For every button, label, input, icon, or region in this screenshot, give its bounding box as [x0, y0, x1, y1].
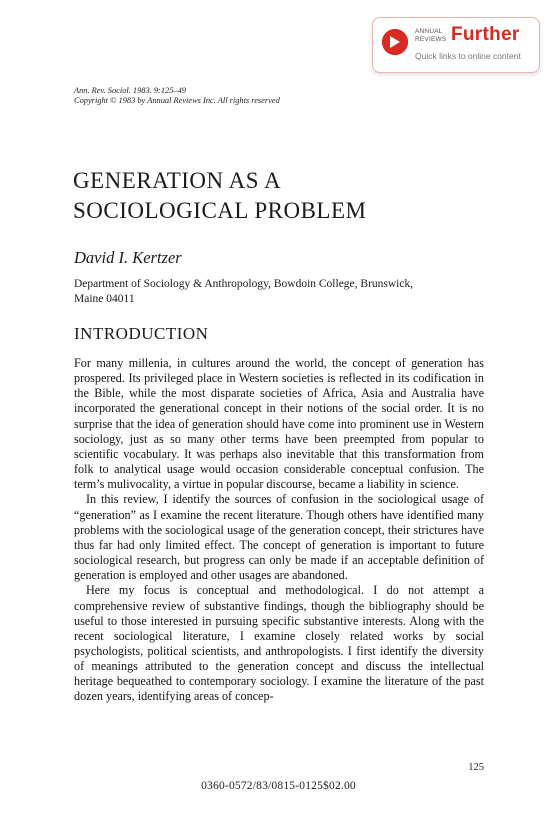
badge-brand-line2: REVIEWS — [415, 35, 447, 43]
badge-tagline: Quick links to online content — [415, 51, 521, 61]
article-code: 0360-0572/83/0815-0125$02.00 — [201, 780, 356, 792]
journal-info — [74, 86, 280, 106]
annual-reviews-logo-icon — [382, 29, 408, 55]
section-heading: INTRODUCTION — [74, 324, 209, 343]
article-author: David I. Kertzer — [74, 248, 182, 267]
title-line-2: SOCIOLOGICAL PROBLEM — [73, 198, 367, 223]
body-paragraph-2: In this review, I identify the sources of confusion in the sociological usage of “generation” as I examine the recent literature. Though others have identified many problems with the sociological usage of the generation concept, their strictures have thus far had only limited effect. The concept of generation is important to future sociological research, but progress can only be made if an acceptable definition of generation is employed and other usages are abandoned. — [74, 492, 484, 583]
page-number: 125 — [468, 762, 484, 773]
article-body — [74, 356, 484, 705]
author-affiliation — [74, 277, 494, 307]
body-paragraph-3: Here my focus is conceptual and methodological. I do not attempt a comprehensive review of substantive findings, though the bibliography should be useful to those interested in pursuing specific substantive interests. Along with the recent sociological literature, I examine closely related works by social psychologists, political scientists, and anthropologists. I first identify the diversity of meanings attributed to the generation concept and discuss the intellectual heritage bequeathed to contemporary sociology. I examine the literature of the past dozen years, identifying areas of concep- — [74, 583, 484, 704]
badge-brand-line1: ANNUAL — [415, 28, 443, 35]
title-line-1: GENERATION AS A — [73, 168, 282, 193]
affiliation-line-1: Department of Sociology & Anthropology, Bowdoin College, Brunswick, — [74, 278, 414, 290]
badge-further-label: Further — [451, 24, 520, 45]
affiliation-line-2: Maine 04011 — [74, 293, 135, 305]
article-title — [73, 166, 366, 226]
further-badge[interactable] — [372, 17, 540, 73]
journal-citation: Ann. Rev. Sociol. 1983. 9:125–49 — [74, 86, 186, 95]
journal-copyright: Copyright © 1983 by Annual Reviews Inc. All rights reserved — [74, 96, 280, 105]
badge-brand — [415, 28, 449, 43]
body-paragraph-1: For many millenia, in cultures around the world, the concept of generation has prospered. Its privileged place in Western societies is reflected in its codification in the Bible, while the most disparate societies of Africa, Asia and Australia have incorporated the generational concept in their notions of the social order. It is no surprise that the idea of generation should have come into prominent use in Western sociology, just as so many other terms have been preempted from popular to scientific vocabulary. It was perhaps also inevitable that this transformation from folk to analytical usage would occasion considerable conceptual confusion. The term’s mulivocality, a virtue in popular discourse, became a liability in science. — [74, 356, 484, 492]
